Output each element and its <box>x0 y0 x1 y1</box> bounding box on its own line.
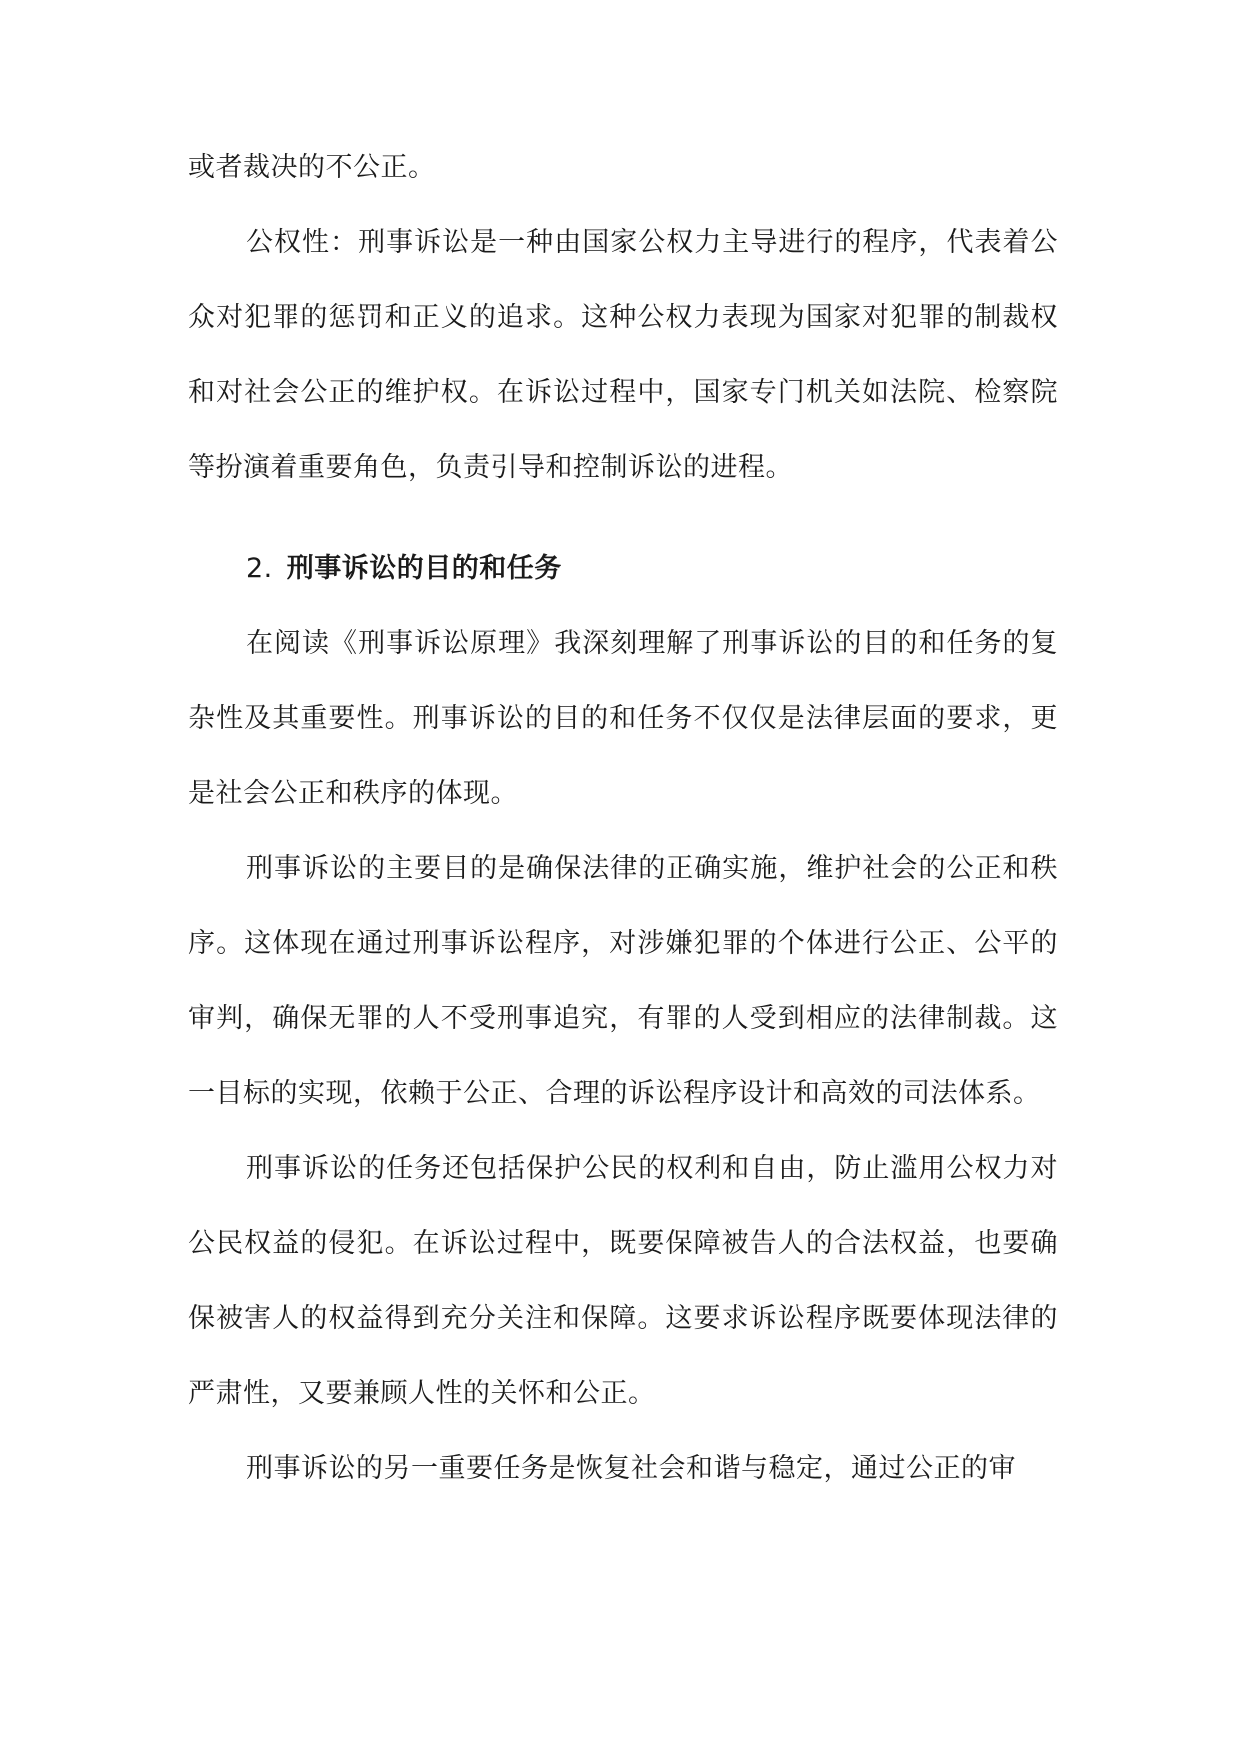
section-heading <box>188 531 1058 606</box>
paragraph-main-purpose: 刑事诉讼的主要目的是确保法律的正确实施，维护社会的公正和秩序。这体现在通过刑事诉讼程序，对涉嫌犯罪的个体进行公正、公平的审判，确保无罪的人不受刑事追究，有罪的人受到相应的法律制裁。这一目标的实现，依赖于公正、合理的诉讼程序设计和高效的司法体系。 <box>188 853 1058 1109</box>
section-number: 2. <box>246 553 273 584</box>
paragraph-reading-reflection: 在阅读《刑事诉讼原理》我深刻理解了刑事诉讼的目的和任务的复杂性及其重要性。刑事诉讼的目的和任务不仅仅是法律层面的要求，更是社会公正和秩序的体现。 <box>188 628 1058 809</box>
section-title: 刑事诉讼的目的和任务 <box>286 553 562 584</box>
document-body <box>188 130 1058 1506</box>
paragraph-protect-rights: 刑事诉讼的任务还包括保护公民的权利和自由，防止滥用公权力对公民权益的侵犯。在诉讼过程中，既要保障被告人的合法权益，也要确保被害人的权益得到充分关注和保障。这要求诉讼程序既要体现法律的严肃性，又要兼顾人性的关怀和公正。 <box>188 1153 1058 1409</box>
paragraph-public-power: 公权性：刑事诉讼是一种由国家公权力主导进行的程序，代表着公众对犯罪的惩罚和正义的追求。这种公权力表现为国家对犯罪的制裁权和对社会公正的维护权。在诉讼过程中，国家专门机关如法院、检察院等扮演着重要角色，负责引导和控制诉讼的进程。 <box>188 227 1058 483</box>
paragraph-continuation: 或者裁决的不公正。 <box>188 152 436 183</box>
paragraph-restore-harmony: 刑事诉讼的另一重要任务是恢复社会和谐与稳定，通过公正的审 <box>246 1453 1016 1484</box>
